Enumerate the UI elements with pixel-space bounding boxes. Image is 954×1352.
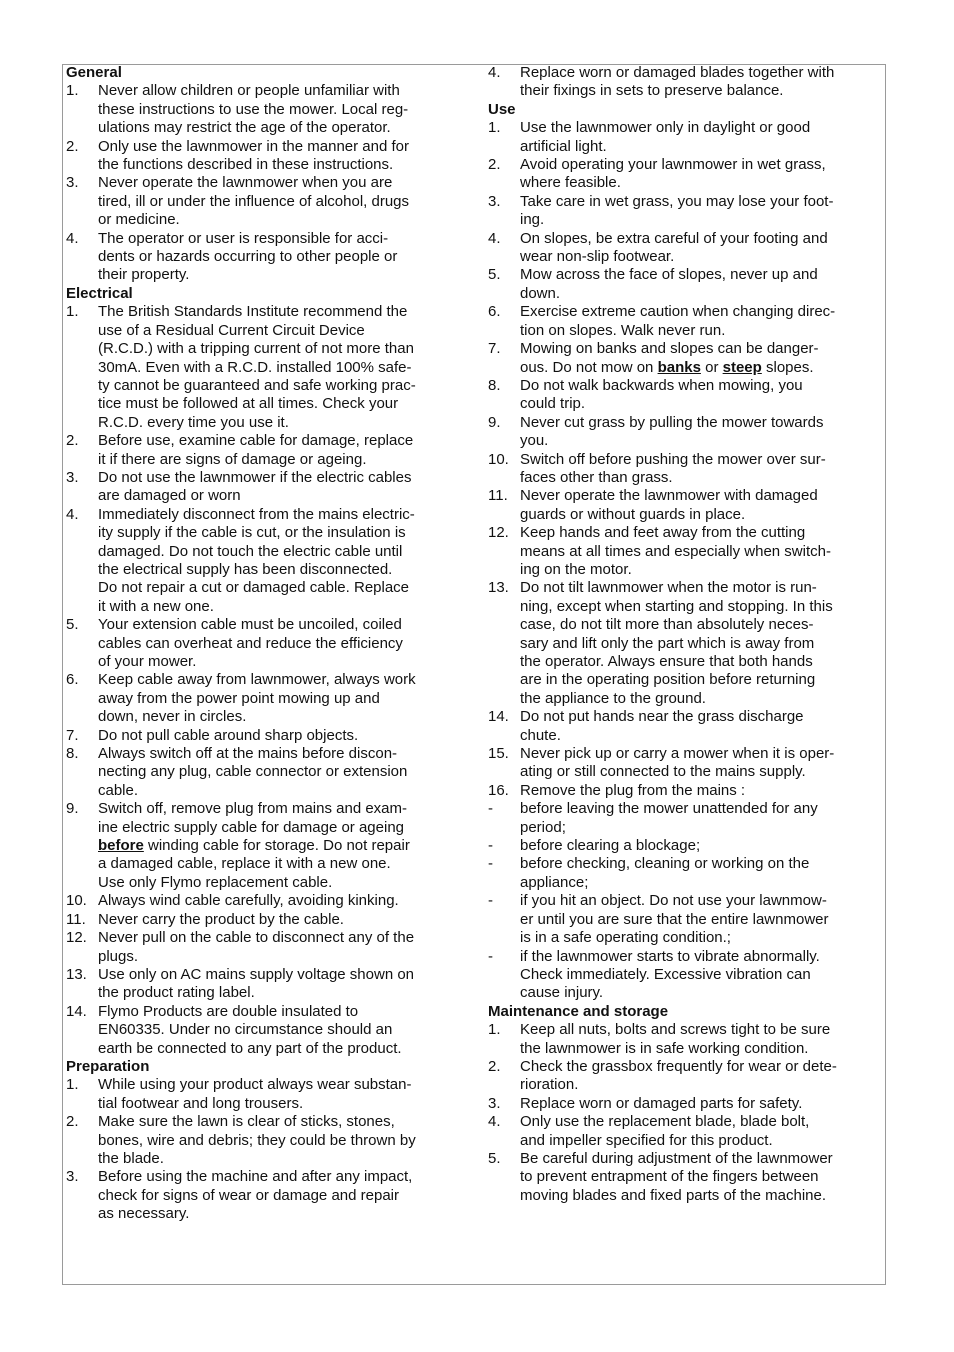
item-number: 6. xyxy=(488,303,501,321)
text-line: Use only Flymo replacement cable. xyxy=(98,873,333,891)
item-text xyxy=(520,892,886,947)
emphasis-text: banks xyxy=(657,358,701,376)
text-line: The operator or user is responsible for acci- xyxy=(98,229,389,247)
text-line: tired, ill or under the influence of alcohol, drugs xyxy=(98,192,410,210)
text-line: the lawnmower is in safe working condition. xyxy=(520,1039,809,1057)
text-line: period; xyxy=(520,818,566,836)
left-column xyxy=(66,64,468,1224)
text-line: ine electric supply cable for damage or ageing xyxy=(98,818,405,836)
text-line: Never allow children or people unfamiliar with xyxy=(98,82,400,100)
text-line: means at all times and especially when switch- xyxy=(520,542,831,560)
list-item-general xyxy=(66,138,468,175)
item-number: 3. xyxy=(66,174,79,192)
text-line: cause injury. xyxy=(520,984,604,1002)
item-number: 2. xyxy=(488,156,501,174)
text-line: as necessary. xyxy=(98,1205,190,1223)
text-segment: or xyxy=(700,358,723,376)
item-number: 1. xyxy=(488,1021,501,1039)
item-text xyxy=(520,837,886,855)
section-heading-general: General xyxy=(66,64,122,81)
item-text xyxy=(98,82,468,137)
item-number: 14. xyxy=(66,1002,87,1020)
list-item-use xyxy=(488,414,886,451)
item-number: 16. xyxy=(488,781,509,799)
item-text xyxy=(98,230,468,285)
list-item-electrical xyxy=(66,892,468,910)
text-line: it with a new one. xyxy=(98,597,214,615)
text-line: these instructions to use the mower. Local reg- xyxy=(98,100,409,118)
list-item-use xyxy=(488,579,886,708)
text-line: 30mA. Even with a R.C.D. installed 100% safe- xyxy=(98,358,412,376)
text-line: the electrical supply has been disconnected. xyxy=(98,560,393,578)
text-line: Keep hands and feet away from the cutting xyxy=(520,524,806,542)
text-line: the appliance to the ground. xyxy=(520,689,706,707)
right-column xyxy=(488,64,886,1205)
list-item-general xyxy=(66,230,468,285)
list-item-electrical xyxy=(66,966,468,1003)
list-item-maintenance-and-storage xyxy=(488,1095,886,1113)
text-line: ity supply if the cable is cut, or the insulation is xyxy=(98,524,406,542)
item-text xyxy=(520,948,886,1003)
text-line: or medicine. xyxy=(98,211,180,229)
item-number: 7. xyxy=(66,726,79,744)
text-line: to prevent entrapment of the fingers between xyxy=(520,1168,819,1186)
item-text xyxy=(520,1150,886,1205)
text-line: down. xyxy=(520,284,561,302)
list-item-use xyxy=(488,451,886,488)
item-text xyxy=(98,432,468,469)
item-number: 4. xyxy=(66,229,79,247)
list-item-maintenance-and-storage xyxy=(488,1150,886,1205)
list-item-maintenance-and-storage xyxy=(488,1058,886,1095)
text-line: ning, except when starting and stopping. In this xyxy=(520,597,833,615)
item-number: 5. xyxy=(488,266,501,284)
item-number: 5. xyxy=(66,616,79,634)
item-number: 15. xyxy=(488,745,509,763)
item-text xyxy=(520,266,886,303)
item-number: 9. xyxy=(66,800,79,818)
emphasis-text: steep xyxy=(722,358,762,376)
item-number: 4. xyxy=(488,1113,501,1131)
text-line: Only use the replacement blade, blade bolt, xyxy=(520,1113,810,1131)
item-number: 7. xyxy=(488,340,501,358)
text-line: it if there are signs of damage or ageing. xyxy=(98,450,367,468)
text-line: Check immediately. Excessive vibration can xyxy=(520,965,811,983)
item-text xyxy=(520,487,886,524)
text-line: Your extension cable must be uncoiled, coiled xyxy=(98,616,402,634)
item-number: 1. xyxy=(66,82,79,100)
item-text xyxy=(520,119,886,156)
text-line: is in a safe operating condition.; xyxy=(520,929,731,947)
item-text xyxy=(98,1003,468,1058)
text-line: Replace worn or damaged blades together with xyxy=(520,64,835,81)
text-line: sary and lift only the part which is away from xyxy=(520,634,815,652)
text-line: Flymo Products are double insulated to xyxy=(98,1002,359,1020)
item-number: - xyxy=(488,947,493,965)
text-line: rioration. xyxy=(520,1076,579,1094)
text-line: the blade. xyxy=(98,1149,164,1167)
text-line: of your mower. xyxy=(98,653,197,670)
item-number: - xyxy=(488,855,493,873)
list-item-maintenance-and-storage xyxy=(488,1113,886,1150)
text-line: Check the grassbox frequently for wear or dete- xyxy=(520,1057,837,1075)
text-line: could trip. xyxy=(520,395,586,413)
item-text xyxy=(98,671,468,726)
text-segment: ous. Do not mow on xyxy=(520,358,658,376)
text-line: Use only on AC mains supply voltage shown on xyxy=(98,965,415,983)
text-line: the operator. Always ensure that both hands xyxy=(520,653,813,670)
list-item-electrical xyxy=(66,745,468,800)
item-number: 13. xyxy=(488,579,509,597)
list-item-intro xyxy=(488,64,886,101)
item-text xyxy=(520,414,886,451)
list-item-use xyxy=(488,193,886,230)
text-line: Never operate the lawnmower with damaged xyxy=(520,487,818,505)
list-item-use xyxy=(488,487,886,524)
text-line: moving blades and fixed parts of the machine. xyxy=(520,1186,827,1204)
section-heading-use: Use xyxy=(488,100,516,118)
item-number: 10. xyxy=(488,450,509,468)
text-line: Switch off, remove plug from mains and exam- xyxy=(98,800,408,818)
text-line: dents or hazards occurring to other people or xyxy=(98,248,398,266)
list-item-use xyxy=(488,837,886,855)
item-text xyxy=(520,708,886,745)
text-line: Do not pull cable around sharp objects. xyxy=(98,726,359,744)
text-line: On slopes, be extra careful of your footing and xyxy=(520,229,828,247)
text-line: tice must be followed at all times. Check your xyxy=(98,395,399,413)
text-line: Remove the plug from the mains : xyxy=(520,781,746,799)
text-line: ty cannot be guaranteed and safe working prac- xyxy=(98,376,416,394)
text-line: before checking, cleaning or working on the xyxy=(520,855,810,873)
item-number: 6. xyxy=(66,671,79,689)
item-text xyxy=(98,911,468,929)
item-number: 1. xyxy=(66,1076,79,1094)
text-line: Use the lawnmower only in daylight or good xyxy=(520,119,811,137)
list-item-electrical xyxy=(66,506,468,616)
item-text xyxy=(520,782,886,800)
text-line: case, do not tilt more than absolutely neces- xyxy=(520,616,814,634)
item-number: 5. xyxy=(488,1149,501,1167)
text-line: Always wind cable carefully, avoiding kinking. xyxy=(98,892,399,910)
item-text xyxy=(98,506,468,616)
item-number: 14. xyxy=(488,708,509,726)
item-text xyxy=(520,64,886,101)
item-number: 4. xyxy=(488,64,501,81)
text-line: Before using the machine and after any impact, xyxy=(98,1168,413,1186)
item-number: 1. xyxy=(488,119,501,137)
text-line: ing. xyxy=(520,211,545,229)
item-text xyxy=(98,745,468,800)
item-text xyxy=(520,1095,886,1113)
item-text xyxy=(520,303,886,340)
text-line: tial footwear and long trousers. xyxy=(98,1094,304,1112)
text-line: Never pull on the cable to disconnect any of the xyxy=(98,929,415,947)
list-item-preparation xyxy=(66,1168,468,1223)
text-line: Avoid operating your lawnmower in wet grass, xyxy=(520,156,826,174)
item-number: 3. xyxy=(66,1168,79,1186)
text-line: Before use, examine cable for damage, replace xyxy=(98,432,414,450)
text-line: Mow across the face of slopes, never up and xyxy=(520,266,818,284)
item-text xyxy=(98,174,468,229)
text-line: Do not put hands near the grass discharge xyxy=(520,708,804,726)
item-text xyxy=(520,524,886,579)
text-line: artificial light. xyxy=(520,137,607,155)
item-text xyxy=(520,340,886,377)
item-number: 13. xyxy=(66,965,87,983)
item-number: 2. xyxy=(66,137,79,155)
item-number: 4. xyxy=(66,505,79,523)
text-line: ating or still connected to the mains supply. xyxy=(520,763,806,781)
item-number: 2. xyxy=(66,432,79,450)
text-line: are in the operating position before returning xyxy=(520,671,816,689)
text-line: down, never in circles. xyxy=(98,708,247,726)
text-line: if you hit an object. Do not use your lawnmow- xyxy=(520,892,827,910)
text-line: Mowing on banks and slopes can be danger- xyxy=(520,340,819,358)
item-number: - xyxy=(488,892,493,910)
text-line: use of a Residual Current Circuit Device xyxy=(98,321,365,339)
item-text xyxy=(98,138,468,175)
item-number: - xyxy=(488,837,493,855)
list-item-use xyxy=(488,340,886,377)
list-item-use xyxy=(488,156,886,193)
list-item-use xyxy=(488,524,886,579)
text-line: away from the power point mowing up and xyxy=(98,689,380,707)
item-number: 3. xyxy=(488,1094,501,1112)
text-segment: winding cable for storage. Do not repair xyxy=(143,837,410,855)
text-line: (R.C.D.) with a tripping current of not more than xyxy=(98,340,414,358)
item-number: 2. xyxy=(66,1113,79,1131)
text-line: Keep cable away from lawnmower, always work xyxy=(98,671,416,689)
item-text xyxy=(98,800,468,892)
text-line: Always switch off at the mains before discon- xyxy=(98,745,398,763)
text-line: a damaged cable, replace it with a new one. xyxy=(98,855,391,873)
item-text xyxy=(98,469,468,506)
list-item-electrical xyxy=(66,911,468,929)
text-line: er until you are sure that the entire lawnmower xyxy=(520,910,829,928)
item-text xyxy=(98,1168,468,1223)
item-text xyxy=(98,303,468,432)
text-line: Never operate the lawnmower when you are xyxy=(98,174,393,192)
text-line: Exercise extreme caution when changing direc- xyxy=(520,303,836,321)
item-text xyxy=(520,1113,886,1150)
list-item-electrical xyxy=(66,671,468,726)
item-number: 8. xyxy=(488,376,501,394)
section-heading-electrical: Electrical xyxy=(66,284,133,302)
text-line: earth be connected to any part of the product. xyxy=(98,1039,402,1057)
text-line: necting any plug, cable connector or extension xyxy=(98,763,408,781)
item-number: 11. xyxy=(488,487,508,505)
item-text xyxy=(98,616,468,671)
text-line: their property. xyxy=(98,266,190,284)
text-line: Do not repair a cut or damaged cable. Replace xyxy=(98,579,410,597)
text-line: Switch off before pushing the mower over sur- xyxy=(520,450,826,468)
list-item-use xyxy=(488,892,886,947)
text-line: cable. xyxy=(98,781,139,799)
text-line: before leaving the mower unattended for any xyxy=(520,800,818,818)
item-number: 3. xyxy=(66,468,79,486)
text-line: Keep all nuts, bolts and screws tight to be sure xyxy=(520,1021,831,1039)
text-line: Never carry the product by the cable. xyxy=(98,910,344,928)
list-item-use xyxy=(488,782,886,800)
list-item-electrical xyxy=(66,432,468,469)
item-text xyxy=(520,230,886,267)
list-item-general xyxy=(66,82,468,137)
item-number: 12. xyxy=(488,524,509,542)
text-segment: slopes. xyxy=(761,358,814,376)
text-line: Replace worn or damaged parts for safety. xyxy=(520,1094,803,1112)
item-text xyxy=(520,800,886,837)
item-number: 12. xyxy=(66,929,87,947)
list-item-electrical xyxy=(66,303,468,432)
text-line: appliance; xyxy=(520,873,589,891)
item-text xyxy=(98,892,468,910)
emphasis-text: before xyxy=(98,837,144,855)
text-line: tion on slopes. Walk never run. xyxy=(520,321,726,339)
text-line: and impeller specified for this product. xyxy=(520,1131,773,1149)
item-text xyxy=(520,855,886,892)
item-number: 8. xyxy=(66,745,79,763)
list-item-use xyxy=(488,745,886,782)
text-line: Do not walk backwards when mowing, you xyxy=(520,376,803,394)
text-line: if the lawnmower starts to vibrate abnormally. xyxy=(520,947,820,965)
text-line: ing on the motor. xyxy=(520,560,632,578)
text-line: the product rating label. xyxy=(98,984,255,1002)
section-heading-maintenance-and-storage: Maintenance and storage xyxy=(488,1002,669,1020)
list-item-maintenance-and-storage xyxy=(488,1021,886,1058)
list-item-preparation xyxy=(66,1076,468,1113)
text-line: bones, wire and debris; they could be thrown by xyxy=(98,1131,416,1149)
text-line: where feasible. xyxy=(520,174,621,192)
text-line: wear non-slip footwear. xyxy=(520,248,675,266)
text-line: guards or without guards in place. xyxy=(520,505,746,523)
text-line: cables can overheat and reduce the efficiency xyxy=(98,634,403,652)
list-item-use xyxy=(488,119,886,156)
list-item-electrical xyxy=(66,727,468,745)
list-item-electrical xyxy=(66,929,468,966)
text-line: faces other than grass. xyxy=(520,468,673,486)
text-line: are damaged or worn xyxy=(98,487,241,505)
list-item-electrical xyxy=(66,1003,468,1058)
item-text xyxy=(98,1076,468,1113)
text-line: plugs. xyxy=(98,947,139,965)
item-number: 11. xyxy=(66,910,86,928)
list-item-use xyxy=(488,855,886,892)
item-text xyxy=(520,1021,886,1058)
item-number: 10. xyxy=(66,892,87,910)
item-text xyxy=(98,966,468,1003)
text-line: EN60335. Under no circumstance should an xyxy=(98,1021,393,1039)
item-text xyxy=(520,156,886,193)
text-line: Only use the lawnmower in the manner and for xyxy=(98,137,409,155)
item-text xyxy=(98,929,468,966)
item-number: - xyxy=(488,800,493,818)
list-item-general xyxy=(66,174,468,229)
item-text xyxy=(520,579,886,708)
list-item-preparation xyxy=(66,1113,468,1168)
item-number: 1. xyxy=(66,303,79,321)
text-line: The British Standards Institute recommend the xyxy=(98,303,408,321)
text-line: before clearing a blockage; xyxy=(520,837,701,855)
text-line: Never cut grass by pulling the mower towards xyxy=(520,413,824,431)
item-text xyxy=(520,1058,886,1095)
list-item-use xyxy=(488,266,886,303)
text-line: the functions described in these instructions. xyxy=(98,156,394,174)
text-line: damaged. Do not touch the electric cable until xyxy=(98,542,403,560)
list-item-use xyxy=(488,948,886,1003)
item-number: 3. xyxy=(488,192,501,210)
section-heading-preparation: Preparation xyxy=(66,1057,150,1075)
item-number: 4. xyxy=(488,229,501,247)
list-item-use xyxy=(488,377,886,414)
text-line: ulations may restrict the age of the operator. xyxy=(98,119,391,137)
item-number: 9. xyxy=(488,413,501,431)
list-item-use xyxy=(488,708,886,745)
item-text xyxy=(98,727,468,745)
item-text xyxy=(520,745,886,782)
text-line: While using your product always wear substan- xyxy=(98,1076,412,1094)
text-line: Do not tilt lawnmower when the motor is run- xyxy=(520,579,817,597)
item-number: 2. xyxy=(488,1057,501,1075)
text-line: Do not use the lawnmower if the electric cables xyxy=(98,468,412,486)
item-text xyxy=(520,377,886,414)
text-line: Take care in wet grass, you may lose your foot- xyxy=(520,192,834,210)
text-line: chute. xyxy=(520,726,561,744)
list-item-use xyxy=(488,303,886,340)
item-text xyxy=(98,1113,468,1168)
text-line: Be careful during adjustment of the lawnmower xyxy=(520,1149,833,1167)
text-line: Make sure the lawn is clear of sticks, stones, xyxy=(98,1113,395,1131)
text-line: you. xyxy=(520,432,549,450)
list-item-electrical xyxy=(66,469,468,506)
text-line: check for signs of wear or damage and repair xyxy=(98,1186,399,1204)
text-line: Immediately disconnect from the mains electric- xyxy=(98,505,415,523)
list-item-electrical xyxy=(66,616,468,671)
item-text xyxy=(520,193,886,230)
text-line: their fixings in sets to preserve balance. xyxy=(520,82,784,100)
list-item-use xyxy=(488,230,886,267)
item-text xyxy=(520,451,886,488)
list-item-use xyxy=(488,800,886,837)
list-item-electrical xyxy=(66,800,468,892)
text-line: Never pick up or carry a mower when it is oper- xyxy=(520,745,835,763)
text-line: R.C.D. every time you use it. xyxy=(98,413,289,431)
